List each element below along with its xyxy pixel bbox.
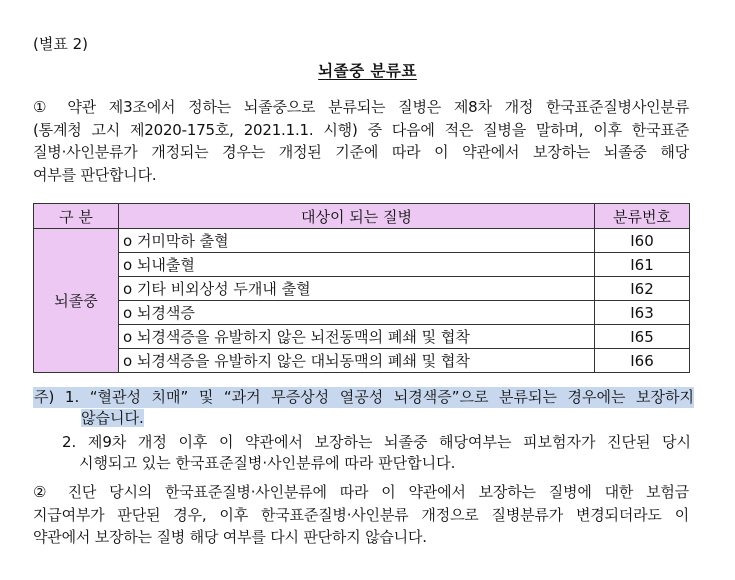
note-2-line-1: 2. 제9차 개정 이후 이 약관에서 보장하는 뇌졸중 해당여부는 피보험자가 진단된 당시: [62, 433, 691, 451]
disease-cell: o 뇌경색증을 유발하지 않은 뇌전동맥의 폐쇄 및 협착: [119, 325, 595, 349]
code-cell: I65: [595, 325, 690, 349]
table-row: [34, 277, 690, 301]
code-cell: I62: [595, 277, 690, 301]
table-header-row: [34, 204, 690, 229]
stroke-classification-table: [33, 203, 690, 373]
closing-paragraph: [33, 481, 689, 549]
annex-label: (별표 2): [33, 35, 88, 53]
disease-cell: o 뇌경색증: [119, 301, 595, 325]
table-row: [34, 325, 690, 349]
intro-line: ① 약관 제3조에서 정하는 뇌졸중으로 분류되는 질병은 제8차 개정 한국표준질병사인분류: [33, 98, 689, 116]
page-title: [0, 59, 735, 81]
intro-line: 여부를 판단합니다.: [33, 165, 157, 184]
intro-paragraph: [33, 96, 689, 186]
code-cell: I60: [595, 229, 690, 253]
table-row: [34, 229, 690, 253]
disease-cell: o 기타 비외상성 두개내 출혈: [119, 277, 595, 301]
intro-line: 질병·사인분류가 개정되는 경우는 개정된 기준에 따라 이 약관에서 보장하는 뇌졸중 해당: [33, 143, 689, 161]
code-cell: I66: [595, 349, 690, 373]
notes-section: [33, 387, 693, 474]
note-1-continuation: [33, 408, 693, 429]
closing-line: ② 진단 당시의 한국표준질병·사인분류에 따라 이 약관에서 보장하는 질병에 대한 보험금: [33, 483, 689, 501]
header-category: 구 분: [34, 204, 119, 229]
page-title-text: 뇌졸중 분류표: [318, 62, 417, 80]
note-1: [33, 387, 694, 408]
header-code: 분류번호: [595, 204, 690, 229]
note-2: [33, 432, 693, 474]
note-1-line-2: 않습니다.: [81, 409, 144, 427]
note-2-line-2: 시행되고 있는 한국표준질병·사인분류에 따라 판단합니다.: [79, 454, 456, 472]
closing-line: 지급여부가 판단된 경우, 이후 한국표준질병·사인분류 개정으로 질병분류가 변경되더라도 이: [33, 505, 689, 524]
disease-cell: o 뇌내출혈: [119, 253, 595, 277]
table-row: [34, 301, 690, 325]
header-disease: 대상이 되는 질병: [119, 204, 595, 229]
intro-line: (통계청 고시 제2020-175호, 2021.1.1. 시행) 중 다음에 적은 질병을 말하며, 이후 한국표준: [33, 120, 689, 139]
group-cell: 뇌졸중: [34, 229, 119, 373]
table-row: [34, 253, 690, 277]
code-cell: I61: [595, 253, 690, 277]
closing-line: 약관에서 보장하는 질병 해당 여부를 다시 판단하지 않습니다.: [33, 528, 427, 546]
disease-cell: o 뇌경색증을 유발하지 않은 대뇌동맥의 폐쇄 및 협착: [119, 349, 595, 373]
note-1-line-1: 주) 1. “혈관성 치매” 및 “과거 무증상성 열공성 뇌경색증”으로 분류되는 경우에는 보장하지: [34, 388, 694, 406]
disease-cell: o 거미막하 출혈: [119, 229, 595, 253]
code-cell: I63: [595, 301, 690, 325]
table-row: [34, 349, 690, 373]
